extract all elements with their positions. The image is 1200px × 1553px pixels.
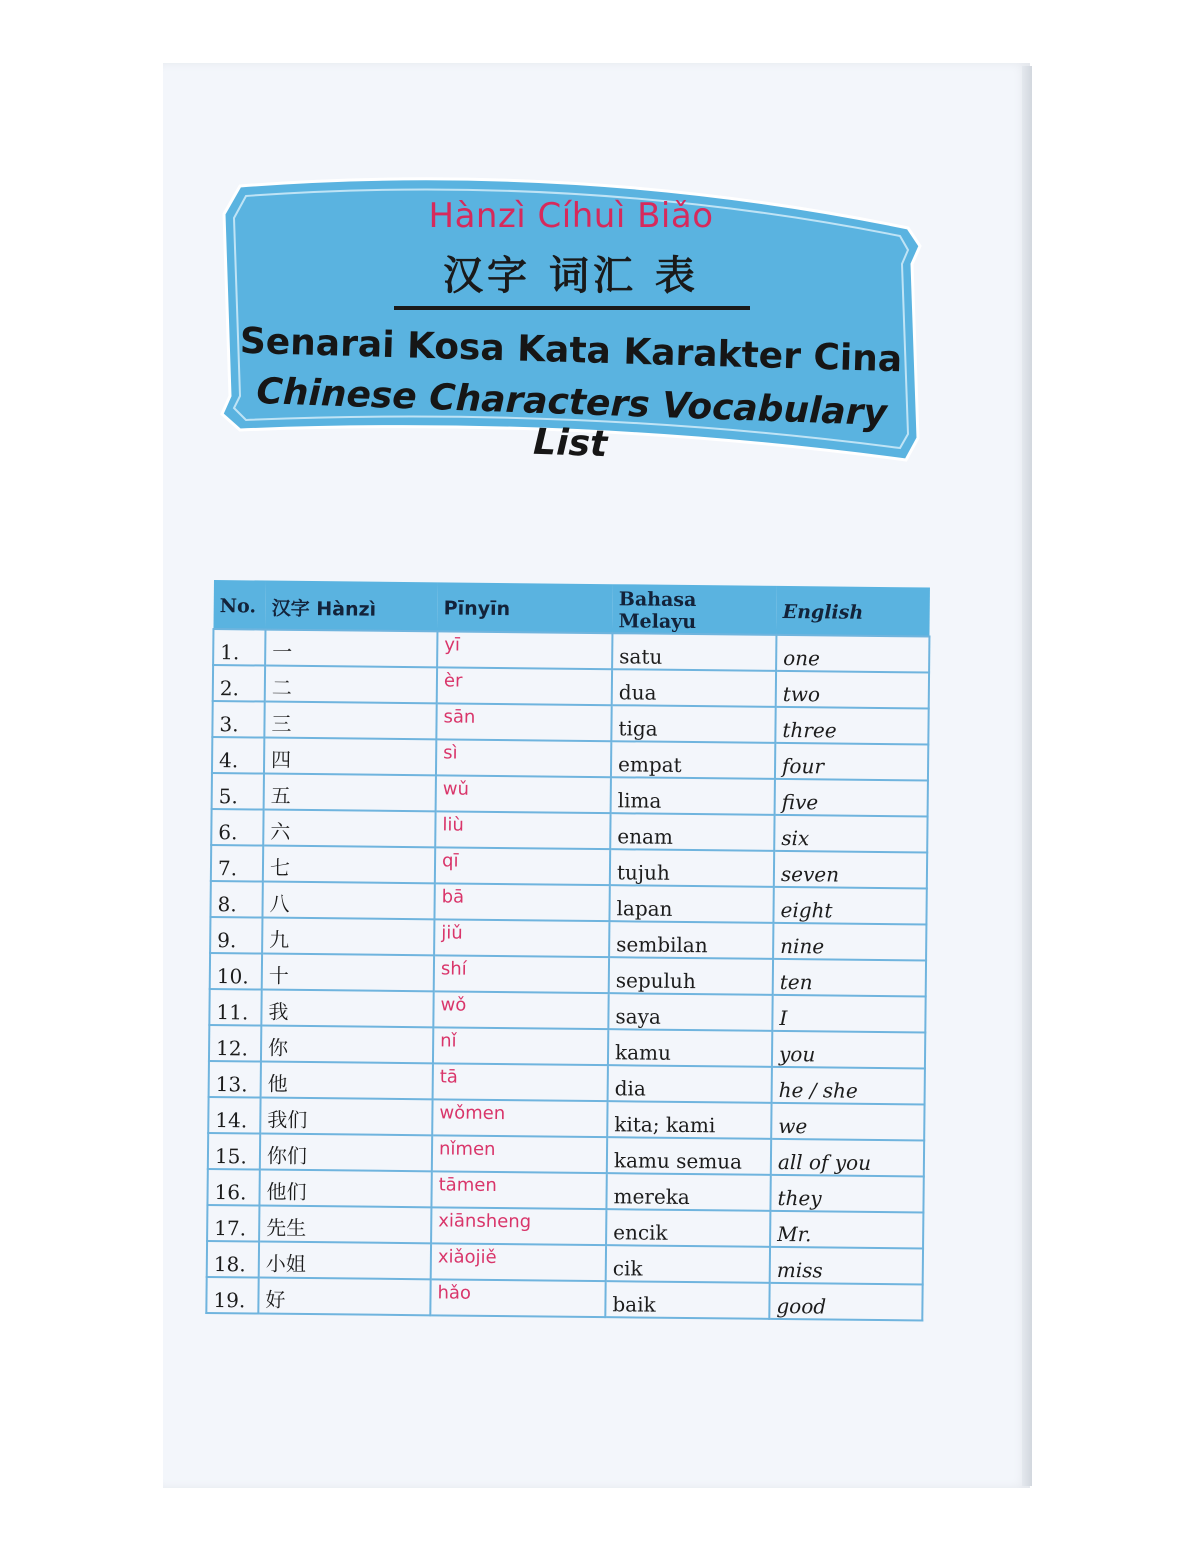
row-number: 18.	[207, 1241, 259, 1278]
row-english: nine	[773, 923, 926, 961]
row-number: 6.	[211, 809, 263, 846]
row-number: 3.	[212, 701, 264, 738]
row-pinyin: qī	[435, 847, 610, 885]
pinyin-title: Hànzì Cíhuì Biǎo	[428, 196, 714, 236]
title-divider	[394, 306, 750, 310]
row-pinyin: sì	[436, 739, 611, 777]
row-pinyin: yī	[437, 631, 612, 669]
row-hanzi: 三	[264, 702, 436, 740]
row-pinyin: sān	[436, 703, 611, 741]
header-pinyin: Pīnyīn	[437, 582, 613, 633]
vocabulary-table	[205, 580, 931, 1321]
row-malay: lima	[611, 777, 775, 815]
row-number: 8.	[210, 881, 262, 918]
row-malay: mereka	[606, 1173, 770, 1211]
row-malay: dua	[612, 669, 776, 707]
row-pinyin: èr	[437, 667, 612, 705]
row-number: 4.	[212, 737, 264, 774]
row-number: 17.	[207, 1205, 259, 1242]
row-english: good	[769, 1283, 922, 1321]
malay-title: Senarai Kosa Kata Karakter Cina	[239, 320, 903, 381]
row-number: 1.	[213, 629, 265, 666]
hanzi-title: 汉字 词汇 表	[443, 252, 699, 299]
row-english: six	[774, 815, 927, 853]
row-hanzi: 四	[264, 738, 436, 776]
row-pinyin: nǐ	[433, 1027, 608, 1065]
row-malay: kamu semua	[607, 1137, 771, 1175]
row-hanzi: 你们	[260, 1134, 432, 1172]
row-number: 11.	[209, 989, 261, 1026]
row-number: 19.	[206, 1277, 258, 1314]
row-hanzi: 你	[261, 1026, 433, 1064]
table-row	[206, 1277, 922, 1320]
row-hanzi: 六	[263, 810, 435, 848]
row-english: ten	[773, 959, 926, 997]
row-pinyin: nǐmen	[432, 1135, 607, 1173]
row-pinyin: liù	[435, 811, 610, 849]
row-english: he / she	[772, 1067, 925, 1105]
row-pinyin: xiānsheng	[431, 1207, 606, 1245]
row-number: 15.	[208, 1133, 260, 1170]
row-pinyin: tā	[433, 1063, 608, 1101]
row-english: we	[771, 1103, 924, 1141]
row-hanzi: 五	[264, 774, 436, 812]
row-number: 10.	[210, 953, 262, 990]
row-english: four	[775, 743, 928, 781]
row-malay: kita; kami	[607, 1101, 771, 1139]
table-header-row	[213, 580, 929, 636]
row-english: I	[772, 995, 925, 1033]
row-malay: tujuh	[610, 849, 774, 887]
row-pinyin: tāmen	[431, 1171, 606, 1209]
row-hanzi: 七	[263, 846, 435, 884]
row-malay: encik	[606, 1209, 770, 1247]
english-title: Chinese Characters Vocabulary List	[255, 371, 888, 466]
row-hanzi: 九	[262, 918, 434, 956]
header-malay: Bahasa Melayu	[612, 584, 777, 635]
row-number: 13.	[209, 1061, 261, 1098]
header-english: English	[776, 586, 930, 637]
table-body	[206, 629, 929, 1320]
page-edge	[1022, 66, 1032, 1486]
row-english: miss	[770, 1247, 923, 1285]
row-malay: baik	[605, 1281, 769, 1319]
row-malay: sepuluh	[609, 957, 773, 995]
row-english: three	[775, 707, 928, 745]
row-pinyin: bā	[434, 883, 609, 921]
title-banner	[218, 168, 924, 468]
row-hanzi: 好	[258, 1278, 430, 1316]
row-pinyin: xiǎojiě	[431, 1243, 606, 1281]
row-malay: sembilan	[609, 921, 773, 959]
row-english: two	[776, 671, 929, 709]
row-english: eight	[773, 887, 926, 925]
row-pinyin: jiǔ	[434, 919, 609, 957]
row-hanzi: 他	[261, 1062, 433, 1100]
row-hanzi: 二	[265, 666, 437, 704]
row-malay: kamu	[608, 1029, 772, 1067]
row-hanzi: 先生	[259, 1206, 431, 1244]
row-number: 12.	[209, 1025, 261, 1062]
row-english: Mr.	[770, 1211, 923, 1249]
row-hanzi: 我	[261, 990, 433, 1028]
row-malay: tiga	[611, 705, 775, 743]
row-pinyin: shí	[434, 955, 609, 993]
row-malay: enam	[610, 813, 774, 851]
row-number: 14.	[208, 1097, 260, 1134]
row-number: 16.	[207, 1169, 259, 1206]
row-english: they	[770, 1175, 923, 1213]
row-english: you	[772, 1031, 925, 1069]
row-hanzi: 他们	[259, 1170, 431, 1208]
row-pinyin: wǒ	[433, 991, 608, 1029]
row-hanzi: 我们	[260, 1098, 432, 1136]
row-number: 2.	[213, 665, 265, 702]
row-malay: empat	[611, 741, 775, 779]
row-malay: cik	[606, 1245, 770, 1283]
row-hanzi: 小姐	[259, 1242, 431, 1280]
header-hanzi: 汉字 Hànzì	[265, 581, 438, 632]
row-hanzi: 一	[265, 630, 437, 668]
header-no: No.	[213, 580, 266, 630]
row-hanzi: 八	[262, 882, 434, 920]
row-pinyin: wǒmen	[432, 1099, 607, 1137]
row-malay: dia	[608, 1065, 772, 1103]
row-english: one	[776, 635, 929, 673]
row-number: 9.	[210, 917, 262, 954]
row-number: 7.	[211, 845, 263, 882]
row-english: seven	[774, 851, 927, 889]
row-malay: satu	[612, 633, 776, 671]
row-pinyin: hǎo	[430, 1279, 605, 1317]
row-english: five	[775, 779, 928, 817]
row-malay: lapan	[609, 885, 773, 923]
row-malay: saya	[608, 993, 772, 1031]
row-english: all of you	[771, 1139, 924, 1177]
row-hanzi: 十	[262, 954, 434, 992]
row-number: 5.	[212, 773, 264, 810]
row-pinyin: wǔ	[436, 775, 611, 813]
